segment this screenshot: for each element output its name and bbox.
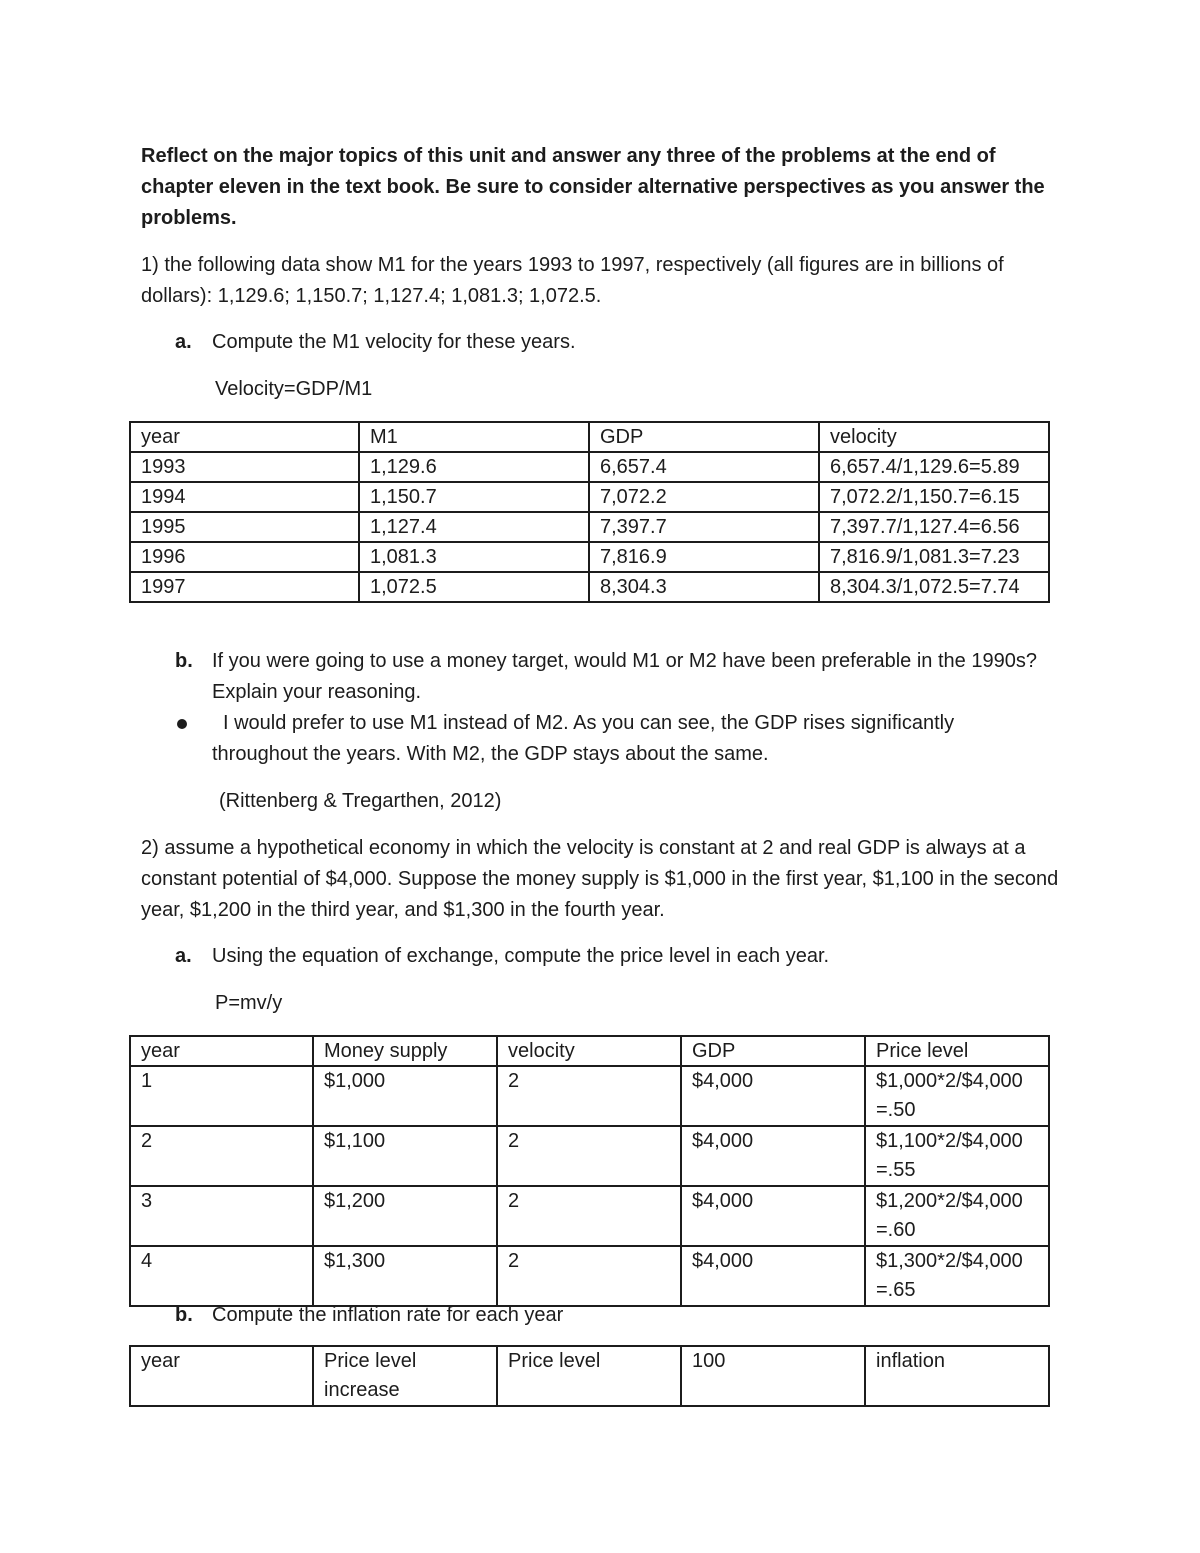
table-row [130,1186,1049,1246]
table-cell: 1,129.6 [359,452,589,482]
table-header-row [130,422,1049,452]
table-cell: 7,816.9 [589,542,819,572]
header-cell: Money supply [313,1036,497,1066]
table-row [130,1126,1049,1186]
question-1b-marker: b. [175,650,193,672]
table-cell: $1,000 [313,1066,497,1126]
table-cell: $1,200 [313,1186,497,1246]
table-row [130,542,1049,572]
header-cell: velocity [819,422,1049,452]
table-row [130,452,1049,482]
table-cell: $1,100 [313,1126,497,1186]
table-row [130,512,1049,542]
table-cell: 2 [497,1066,681,1126]
answer-1b [175,708,1045,770]
inflation-table [129,1345,1050,1407]
table-cell: $4,000 [681,1126,865,1186]
table-row [130,482,1049,512]
header-cell: year [130,422,359,452]
table-cell: 1997 [130,572,359,602]
table-cell: 4 [130,1246,313,1306]
table-cell: 1,127.4 [359,512,589,542]
question-2a [175,941,1045,972]
table-row [130,572,1049,602]
table-cell: 8,304.3 [589,572,819,602]
citation: (Rittenberg & Tregarthen, 2012) [219,790,502,812]
table-cell: 1,081.3 [359,542,589,572]
velocity-formula: Velocity=GDP/M1 [215,378,373,400]
header-cell: 100 [681,1346,865,1406]
question-2a-text: Using the equation of exchange, compute the price level in each year. [212,945,830,967]
table-cell: 3 [130,1186,313,1246]
question-2a-marker: a. [175,945,192,967]
header-cell: year [130,1036,313,1066]
table-cell: 6,657.4/1,129.6=5.89 [819,452,1049,482]
question-1b-text: If you were going to use a money target, would M1 or M2 have been preferable in the 1990s? Explain your reasoning. [212,650,1037,703]
table-cell: $4,000 [681,1246,865,1306]
question-2b-text: Compute the inflation rate for each year [212,1304,564,1326]
table-cell: 2 [130,1126,313,1186]
table-cell: 1996 [130,542,359,572]
header-cell: Price level [865,1036,1049,1066]
table-cell: 2 [497,1186,681,1246]
header-cell: Price level [497,1346,681,1406]
table-cell: $1,100*2/$4,000=.55 [865,1126,1049,1186]
question-1a-text: Compute the M1 velocity for these years. [212,331,576,353]
table-cell: $1,200*2/$4,000=.60 [865,1186,1049,1246]
price-level-table [129,1035,1050,1307]
table-row [130,1246,1049,1306]
table-cell: 7,397.7 [589,512,819,542]
table-cell: $1,300 [313,1246,497,1306]
table-cell: 1995 [130,512,359,542]
table-cell: 7,816.9/1,081.3=7.23 [819,542,1049,572]
answer-1b-text: I would prefer to use M1 instead of M2. As you can see, the GDP rises significantly throughout the years. With M2, the GDP stays about the same. [212,712,955,765]
table-cell: 8,304.3/1,072.5=7.74 [819,572,1049,602]
question-2b [175,1300,1045,1331]
question-1b [175,646,1045,708]
table-cell: $4,000 [681,1186,865,1246]
table-cell: 1,150.7 [359,482,589,512]
header-cell: GDP [681,1036,865,1066]
bullet-icon [177,719,187,729]
table-cell: 7,072.2 [589,482,819,512]
table-cell: 1993 [130,452,359,482]
table-cell: 7,072.2/1,150.7=6.15 [819,482,1049,512]
table-row [130,1066,1049,1126]
table-cell: 2 [497,1246,681,1306]
question-1-prompt: 1) the following data show M1 for the years 1993 to 1997, respectively (all figures are in billions of dollars): 1,129.6; 1,150.7; 1,127.4; 1,081.3; 1,072.5. [141,254,1004,307]
header-cell: Price level increase [313,1346,497,1406]
table-cell: $1,300*2/$4,000=.65 [865,1246,1049,1306]
header-cell: M1 [359,422,589,452]
assignment-instructions: Reflect on the major topics of this unit and answer any three of the problems at the end of chapter eleven in the text book. Be sure to consider alternative perspectives as you answer the problems. [141,145,1045,229]
header-cell: GDP [589,422,819,452]
velocity-table [129,421,1050,603]
table-cell: 2 [497,1126,681,1186]
table-cell: 6,657.4 [589,452,819,482]
table-header-row [130,1036,1049,1066]
question-1a-marker: a. [175,331,192,353]
table-cell: $4,000 [681,1066,865,1126]
table-cell: 1,072.5 [359,572,589,602]
question-2-prompt: 2) assume a hypothetical economy in which the velocity is constant at 2 and real GDP is always at a constant potential of $4,000. Suppose the money supply is $1,000 in the first year, $1,100 in the second year, $1,200 in the third year, and $1,300 in the fourth year. [141,837,1059,921]
header-cell: velocity [497,1036,681,1066]
table-header-row [130,1346,1049,1406]
table-cell: 1994 [130,482,359,512]
table-cell: 7,397.7/1,127.4=6.56 [819,512,1049,542]
question-2b-marker: b. [175,1304,193,1326]
header-cell: inflation [865,1346,1049,1406]
header-cell: year [130,1346,313,1406]
table-cell: 1 [130,1066,313,1126]
table-cell: $1,000*2/$4,000=.50 [865,1066,1049,1126]
question-1a [175,327,1045,358]
price-level-formula: P=mv/y [215,992,283,1014]
